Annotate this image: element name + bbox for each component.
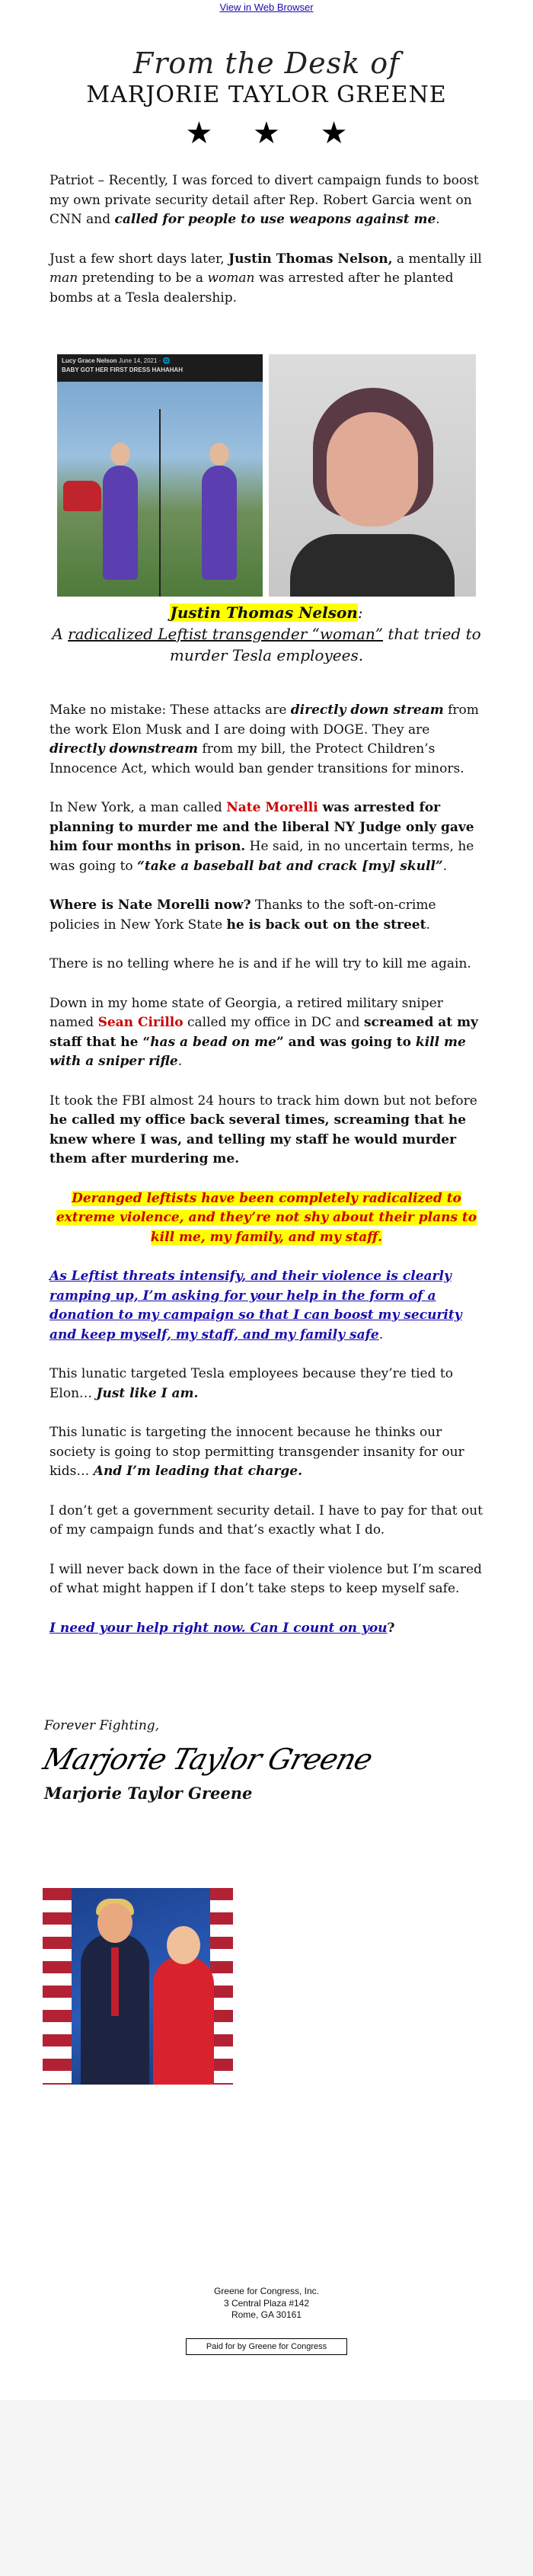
paragraph-7: Down in my home state of Georgia, a retired military sniper named Sean Cirillo called my office in DC and screamed at my staff that he “has a bead on me” and was going to kill me with a sniper rifle.: [49, 995, 478, 1069]
paragraph-6: There is no telling where he is and if he will try to kill me again.: [49, 956, 471, 971]
donation-appeal: As Leftist threats intensify, and their violence is clearly ramping up, I’m asking for your help in the form of a donation to my campaign so that I can boost my security and keep myself, my staff, and my family safe.: [49, 1269, 462, 1342]
car-shape: [63, 481, 101, 511]
tweet-screenshot: [57, 354, 263, 597]
photo-caption: Justin Thomas Nelson: A radicalized Leftist transgender “woman” that tried to murder Tesla employees.: [52, 603, 481, 664]
tweet-photo: [57, 382, 263, 597]
signature-block: [40, 1718, 501, 1803]
footer-org: Greene for Congress, Inc.: [213, 2286, 320, 2296]
paragraph-3: Make no mistake: These attacks are directly down stream from the work Elon Musk and I are doing with DOGE. They are directly downstream from my bill, the Protect Children’s Innocence Act, which would ban gender transitions for minors.: [49, 702, 479, 776]
caption-name: Justin Thomas Nelson: [170, 603, 358, 622]
paragraph-13: I don’t get a government security detail. I have to pay for that out of my campaign funds and that’s exactly what I do.: [49, 1502, 484, 1538]
paragraph-12: This lunatic is targeting the innocent because he thinks our society is going to stop permitting transgender insanity for our kids… And I’m leading that charge.: [49, 1425, 464, 1479]
footer-address-2: Rome, GA 30161: [231, 2309, 302, 2321]
paragraph-11: This lunatic targeted Tesla employees because they’re tied to Elon… Just like I am.: [49, 1366, 453, 1401]
paragraph-14: I will never back down in the face of their violence but I’m scared of what might happen if I don’t take steps to keep myself safe.: [49, 1561, 482, 1596]
closing-appeal: I need your help right now. Can I count on you?: [49, 1620, 395, 1636]
footer: [0, 2286, 533, 2355]
view-in-browser-link[interactable]: View in Web Browser: [219, 2, 314, 13]
paragraph-5: Where is Nate Morelli now? Thanks to the soft-on-crime policies in New York State he is back out on the street.: [49, 898, 436, 933]
paragraph-8: It took the FBI almost 24 hours to track him down but not before he called my office back several times, screaming that he knew where I was, and telling my staff he would murder them after murdering me.: [49, 1093, 477, 1166]
person-figure: [202, 466, 237, 580]
woman-figure: [153, 1957, 214, 2085]
tweet-header: Lucy Grace Nelson June 14, 2021 · 🌐 BABY GOT HER FIRST DRESS HAHAHAH: [57, 354, 263, 382]
photo-pair: [57, 354, 476, 598]
topbar: [0, 0, 533, 13]
donation-link[interactable]: As Leftist threats intensify, and their violence is clearly ramping up, I’m asking for your help in the form of a donation to my campaign so that I can boost my security and keep myself, my staff, and my family safe: [49, 1269, 462, 1342]
person-figure: [103, 466, 138, 580]
paragraph-1: Patriot – Recently, I was forced to divert campaign funds to boost my own private security detail after Rep. Robert Garcia went on CNN and called for people to use weapons against me.: [49, 173, 479, 227]
masthead: [0, 46, 533, 151]
handwritten-signature: Marjorie Taylor Greene: [40, 1742, 376, 1776]
paragraph-4: In New York, a man called Nate Morelli was arrested for planning to murder me and the liberal NY Judge only gave him four months in prison. He said, in no uncertain terms, he was going to “take a baseball bat and crack [my] skull”.: [49, 800, 474, 874]
name-sean-cirillo: Sean Cirillo: [97, 1015, 184, 1030]
signer-name: Marjorie Taylor Greene: [44, 1784, 253, 1803]
footer-address-1: 3 Central Plaza #142: [223, 2297, 310, 2309]
sign-off: Forever Fighting,: [44, 1718, 160, 1733]
star-icons: ★ ★ ★: [185, 116, 363, 151]
masthead-script-line: From the Desk of: [132, 46, 401, 80]
paragraph-2: Just a few short days later, Justin Thomas Nelson, a mentally ill man pretending to be a woman was arrested after he planted bombs at a Tesla dealership.: [49, 251, 482, 306]
highlighted-warning: Deranged leftists have been completely radicalized to extreme violence, and they’re not shy about their plans to kill me, my family, and my staff.: [56, 1190, 477, 1245]
letter-intro: [49, 171, 484, 328]
paid-for-disclaimer: Paid for by Greene for Congress: [186, 2338, 347, 2355]
candidate-photo: [43, 1888, 233, 2085]
masthead-name: MARJORIE TAYLOR GREENE: [86, 82, 447, 108]
help-link[interactable]: I need your help right now. Can I count on you: [49, 1620, 388, 1636]
mugshot-photo: [269, 354, 476, 597]
name-nate-morelli: Nate Morelli: [226, 800, 318, 815]
flag-left: [43, 1888, 72, 2085]
man-figure: [81, 1934, 149, 2085]
letter-body: [49, 701, 484, 1658]
